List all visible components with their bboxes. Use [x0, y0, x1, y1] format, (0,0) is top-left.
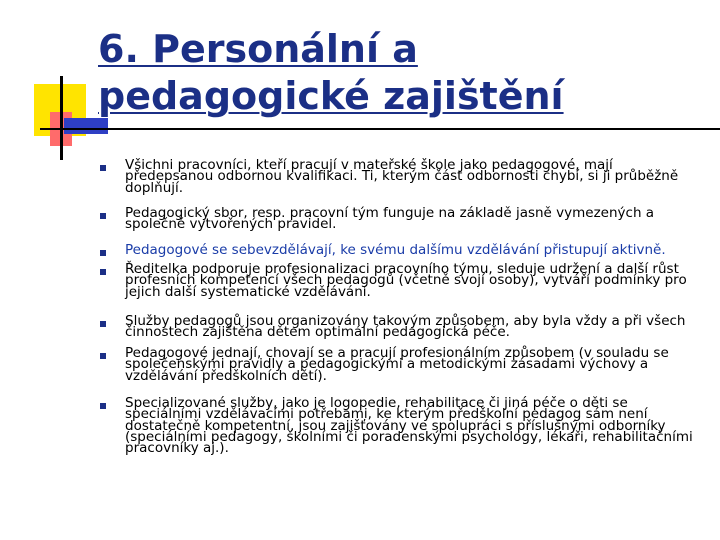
bullet-text: Pedagogický sbor, resp. pracovní tým funguje na základě jasně vymezených a společně vytvořených pravidel.	[125, 205, 655, 233]
square-bullet-icon	[100, 269, 106, 275]
bullet-list	[98, 157, 698, 470]
bullet-item	[98, 345, 698, 398]
bullet-text: Pedagogové jednají, chovají se a pracují profesionálním způsobem (v souladu se společenskými pravidly a pedagogickými a metodickými zásadami výchovy a vzdělávání předškolních dětí).	[125, 345, 669, 384]
square-bullet-icon	[100, 250, 106, 256]
bullet-item	[98, 313, 698, 348]
bullet-text: Pedagogové se sebevzdělávají, ke svému dalšímu vzdělávání přistupují aktivně.	[125, 242, 666, 258]
bullet-text: Služby pedagogů jsou organizovány takovým způsobem, aby byla vždy a při všech činnostech zajištěna dětem optimální pedagogická péče.	[125, 313, 686, 341]
square-bullet-icon	[100, 165, 106, 171]
square-bullet-icon	[100, 403, 106, 409]
bullet-item	[98, 205, 698, 245]
square-bullet-icon	[100, 353, 106, 359]
bullet-item	[98, 395, 698, 470]
bullet-item	[98, 157, 698, 208]
square-bullet-icon	[100, 321, 106, 327]
slide-title-line-1: 6. Personální a	[98, 27, 418, 71]
bullet-text: Všichni pracovníci, kteří pracují v mateřské škole jako pedagogové, mají předepsanou odbornou kvalifikaci. Ti, kterým část odbornosti chybí, si ji průběžně doplňují.	[125, 157, 679, 196]
square-bullet-icon	[100, 213, 106, 219]
title-divider-line	[40, 128, 720, 130]
decorative-blue-bar	[64, 118, 108, 134]
bullet-text: Specializované služby, jako je logopedie, rehabilitace či jiná péče o děti se speciálními vzdělávacími potřebami, ke kterým předškolní pedagog sám není dostatečně kompetentní, jsou zajišťovány ve spolupráci s příslušnými odborníky (speciálními pedagogy, školními či poradenskými psychology, lékaři, rehabilitačními pracovníky aj.).	[125, 395, 693, 457]
bullet-item	[98, 261, 698, 316]
slide-title	[98, 26, 564, 120]
bullet-text: Ředitelka podporuje profesionalizaci pracovního týmu, sleduje udržení a další růst profesních kompetencí všech pedagogů (včetně svojí osoby), vytváří podmínky pro jejich další systematické vzdělávání.	[125, 261, 687, 300]
slide-title-line-2: pedagogické zajištění	[98, 74, 564, 118]
decorative-vertical-line	[60, 76, 63, 160]
